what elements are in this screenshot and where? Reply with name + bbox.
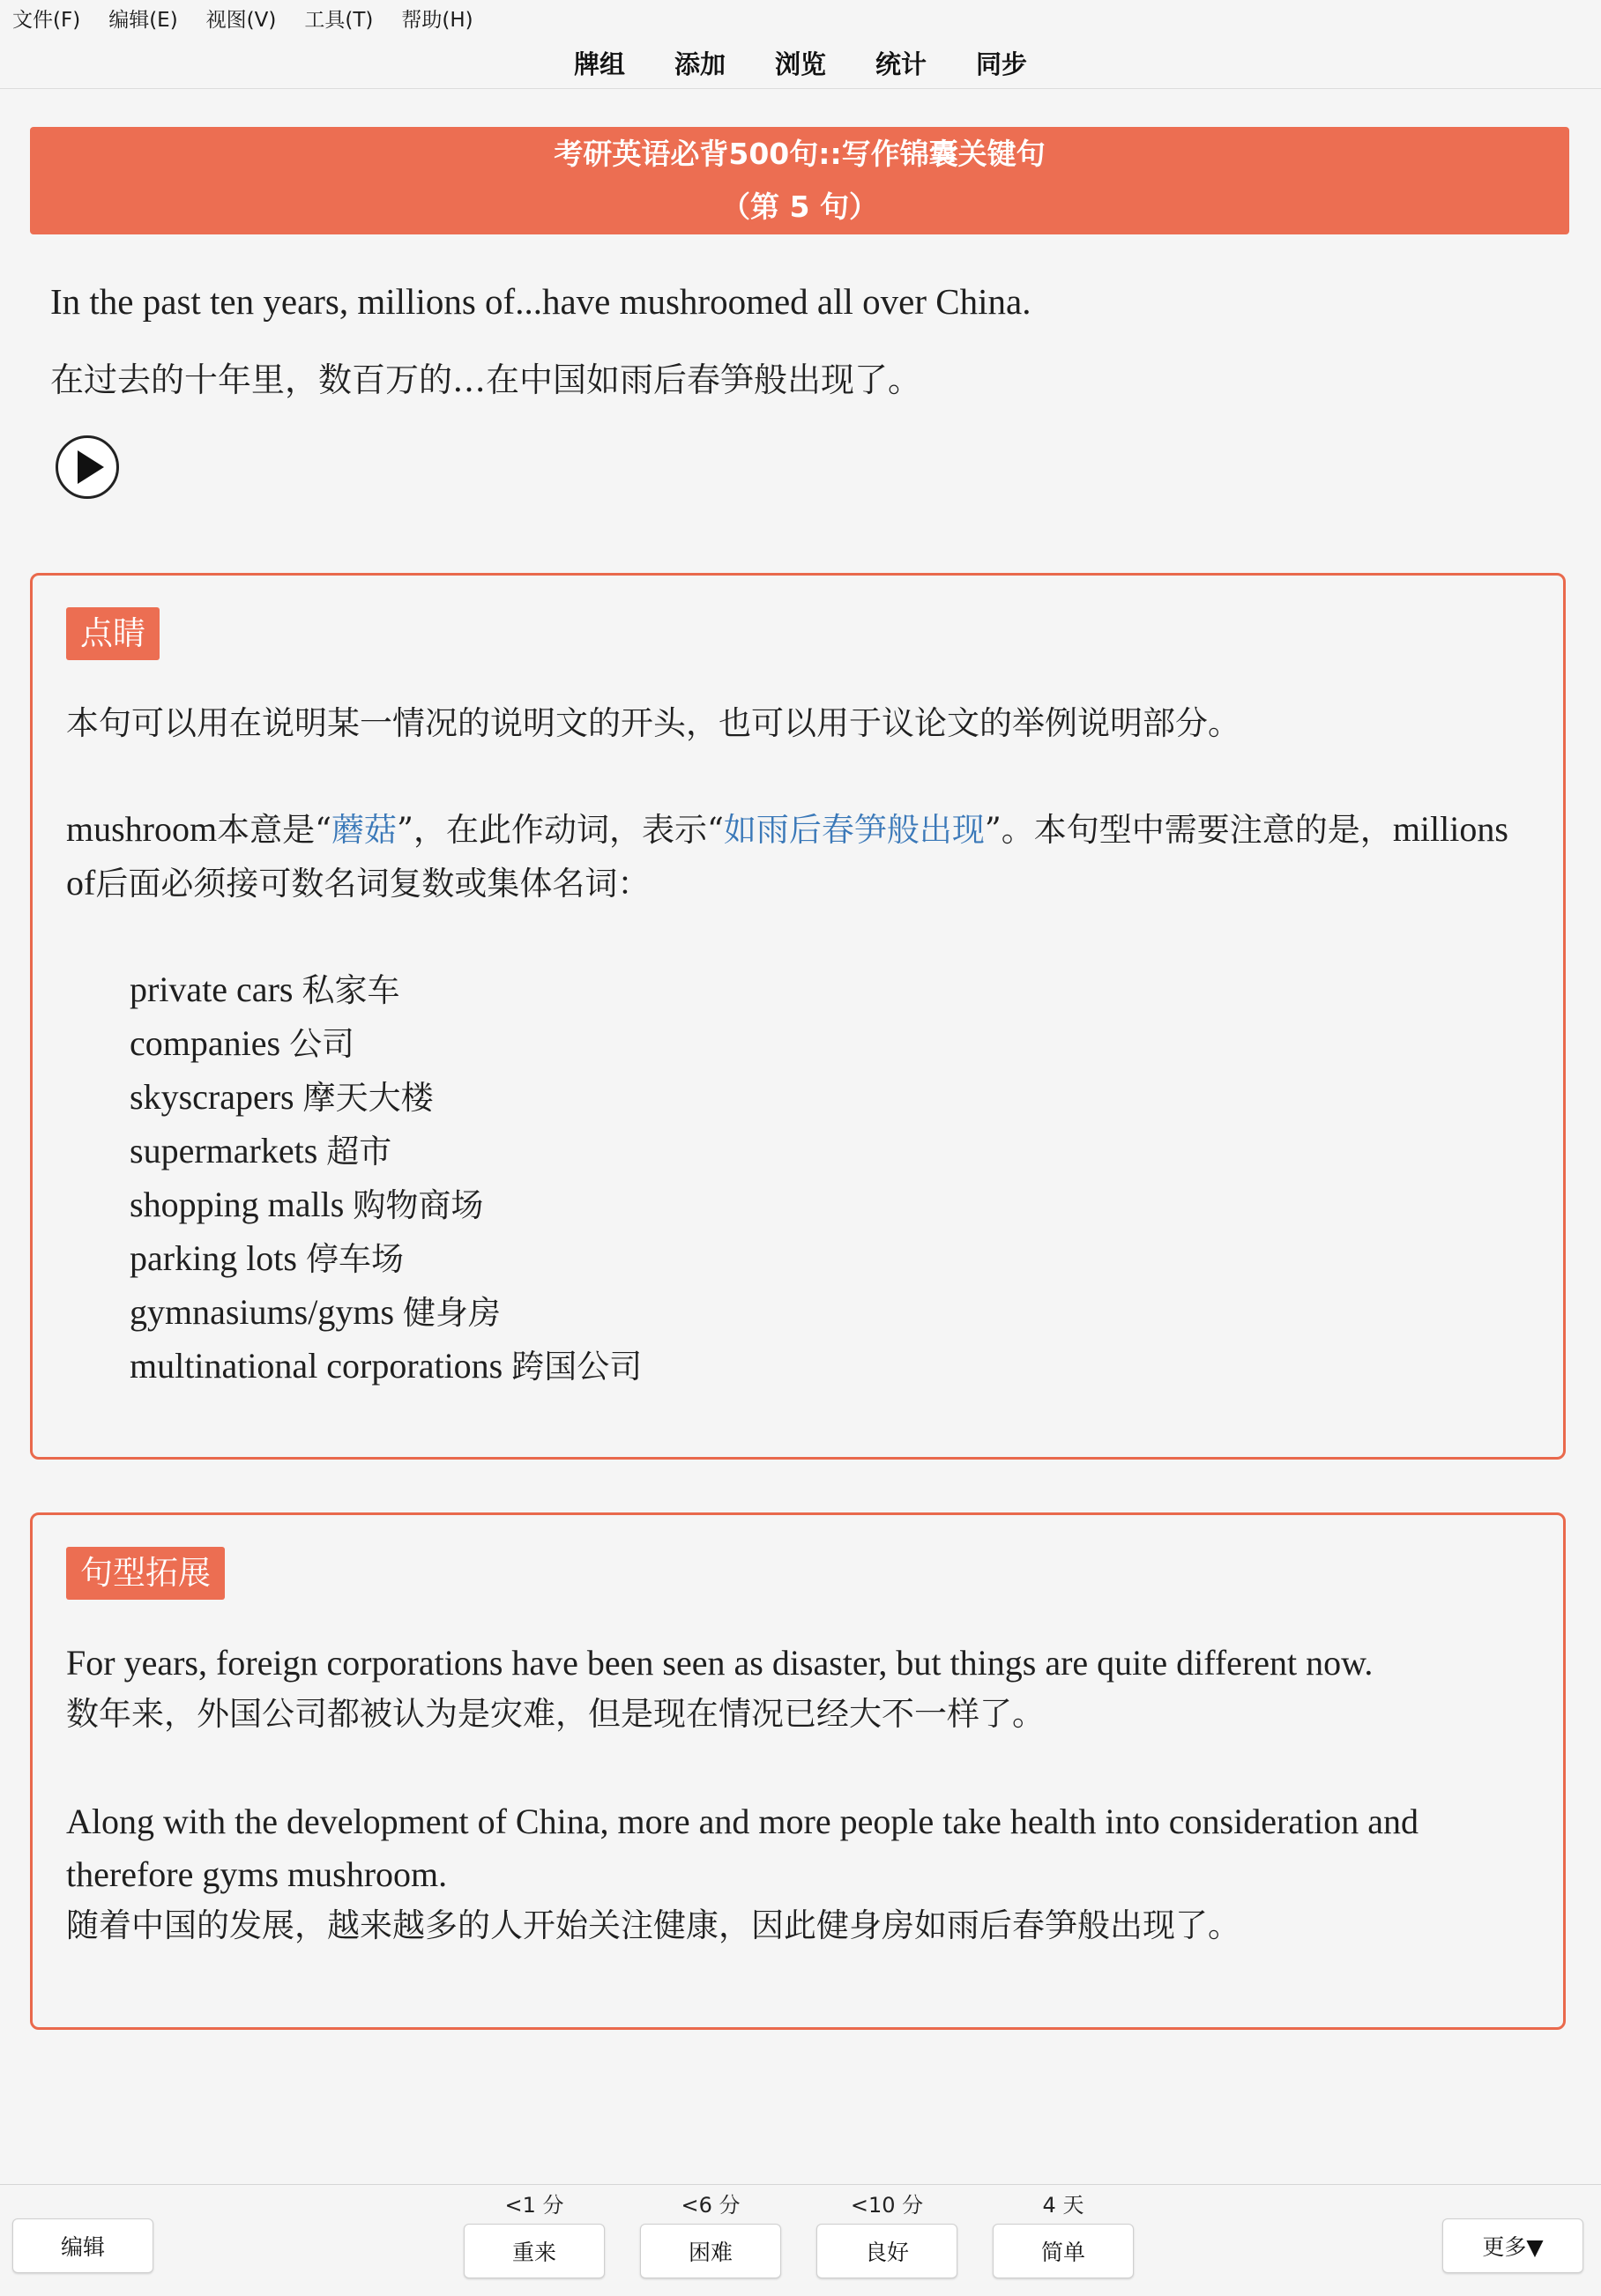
play-audio-button[interactable]: [56, 435, 119, 499]
example-2-chinese: 随着中国的发展，越来越多的人开始关注健康，因此健身房如雨后春笋般出现了。: [66, 1906, 1240, 1944]
menu-help[interactable]: 帮助(H): [401, 8, 473, 32]
answer-bar: [0, 2184, 1601, 2296]
play-icon: [58, 438, 116, 496]
card-header-banner: [30, 127, 1569, 234]
expansion-box: [30, 1512, 1566, 2030]
answer-easy: [993, 2185, 1134, 2275]
list-item: skyscrapers 摩天大楼: [130, 1077, 434, 1117]
sentence-chinese: 在过去的十年里，数百万的…在中国如雨后春笋般出现了。: [50, 360, 922, 399]
toolbar-sync[interactable]: 同步: [976, 48, 1028, 79]
hard-button[interactable]: 困难: [640, 2224, 781, 2278]
main-toolbar: [0, 37, 1601, 89]
list-item: gymnasiums/gyms 健身房: [130, 1292, 502, 1332]
interval-label: <10 分: [850, 2193, 924, 2218]
sentence-english: In the past ten years, millions of...have mushroomed all over China.: [50, 281, 1031, 322]
edit-button[interactable]: 编辑: [12, 2218, 153, 2273]
menu-bar: [0, 0, 1601, 35]
easy-button[interactable]: 简单: [993, 2224, 1134, 2278]
toolbar-decks[interactable]: 牌组: [573, 48, 625, 79]
deck-title: 考研英语必背500句::写作锦囊关键句: [554, 137, 1046, 171]
interval-label: <6 分: [681, 2193, 741, 2218]
menu-edit[interactable]: 编辑(E): [108, 8, 178, 32]
vocab-list: [130, 963, 642, 1393]
list-item: shopping malls 购物商场: [130, 1185, 484, 1224]
interval-label: 4 天: [1042, 2193, 1084, 2218]
more-button[interactable]: 更多▼: [1442, 2218, 1583, 2273]
highlight-term-mushroom: 蘑菇: [331, 811, 398, 849]
sentence-number: （第 5 句）: [721, 189, 878, 224]
highlight-term-meaning: 如雨后春笋般出现: [723, 811, 985, 849]
highlight-box: [30, 573, 1566, 1460]
list-item: private cars 私家车: [130, 970, 400, 1009]
list-item: supermarkets 超市: [130, 1131, 392, 1170]
answer-hard: [640, 2185, 781, 2275]
interval-label: <1 分: [504, 2193, 564, 2218]
example-1-chinese: 数年来，外国公司都被认为是灾难，但是现在情况已经大不一样了。: [66, 1695, 1045, 1733]
menu-tools[interactable]: 工具(T): [304, 8, 374, 32]
toolbar-browse[interactable]: 浏览: [774, 48, 826, 79]
highlight-paragraph-1: 本句可以用在说明某一情况的说明文的开头，也可以用于议论文的举例说明部分。: [66, 704, 1240, 742]
list-item: multinational corporations 跨国公司: [130, 1346, 643, 1386]
menu-file[interactable]: 文件(F): [12, 8, 81, 32]
good-button[interactable]: 良好: [816, 2224, 957, 2278]
example-2-english: Along with the development of China, more and more people take health into consideration and therefore gyms mushroom.: [66, 1802, 1419, 1894]
expansion-tag: 句型拓展: [66, 1547, 225, 1600]
example-1-english: For years, foreign corporations have been seen as disaster, but things are quite different now.: [66, 1643, 1374, 1683]
highlight-tag: 点睛: [66, 607, 160, 660]
highlight-paragraph-2: mushroom本意是“蘑菇”，在此作动词，表示“如雨后春笋般出现”。本句型中需要注意的是，millions of后面必须接可数名词复数或集体名词：: [66, 809, 1508, 903]
toolbar-add[interactable]: 添加: [674, 48, 726, 79]
toolbar-stats[interactable]: 统计: [875, 48, 927, 79]
menu-view[interactable]: 视图(V): [205, 8, 277, 32]
answer-good: [816, 2185, 957, 2275]
again-button[interactable]: 重来: [464, 2224, 605, 2278]
list-item: companies 公司: [130, 1023, 355, 1063]
answer-again: [464, 2185, 605, 2275]
list-item: parking lots 停车场: [130, 1238, 404, 1278]
